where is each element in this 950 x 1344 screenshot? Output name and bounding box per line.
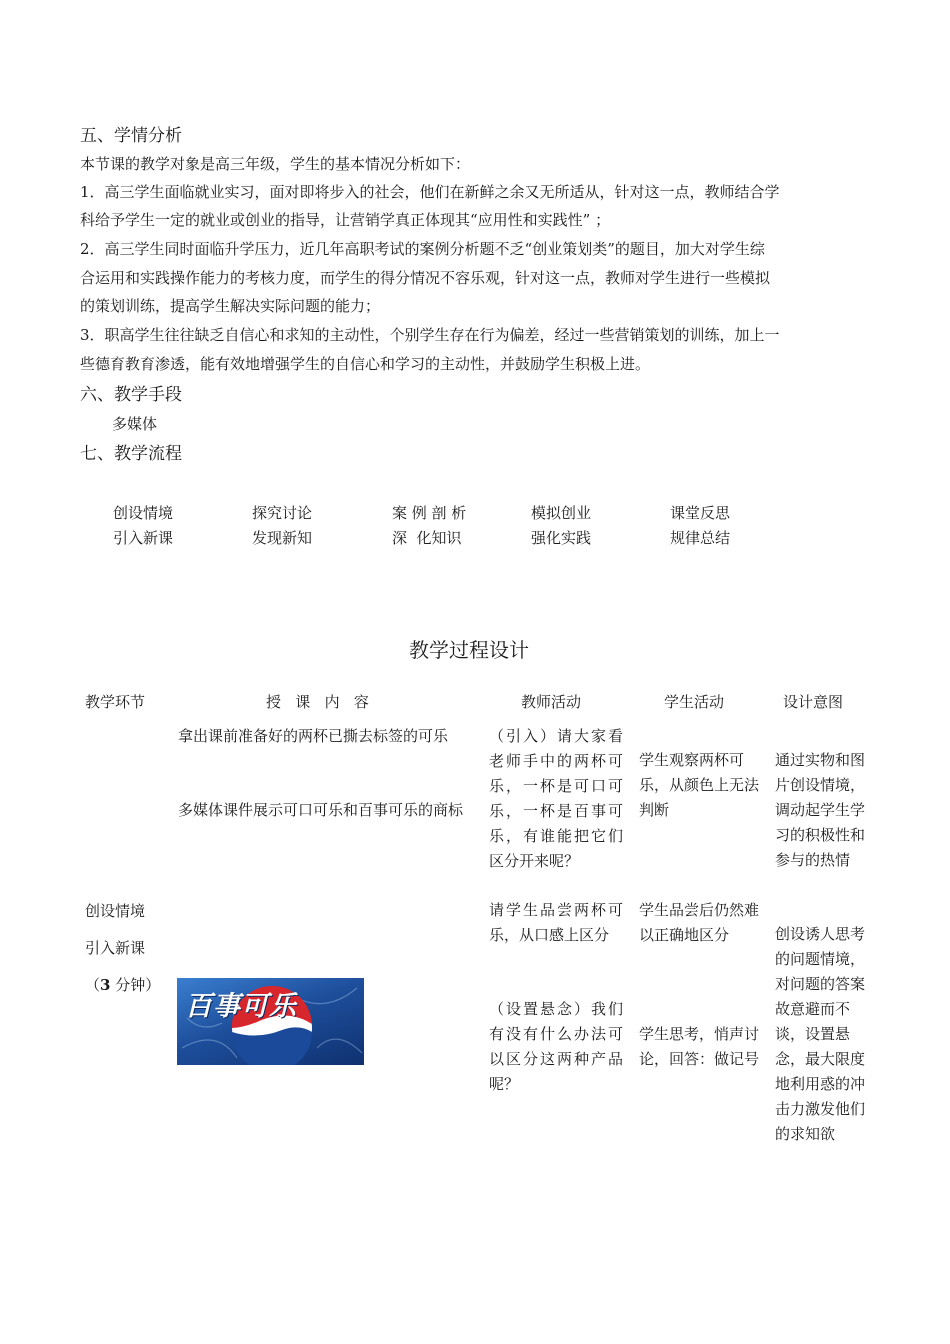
header-teacher: 教师活动 [521,693,582,711]
point-2-line-2: 合运用和实践操作能力的考核力度，而学生的得分情况不容乐观，针对这一点，教师对学生进行一些模拟 [80,269,771,287]
intent-cell-2: 创设诱人思考的问题情境，对问题的答案故意避而不谈，设置悬念，最大限度地利用惑的冲击力激发他们的求知欲 [775,925,866,1143]
design-title: 教学过程设计 [409,638,529,662]
flow-step-4-bottom: 强化实践 [531,529,592,547]
teacher-cell-3: （设置悬念）我们有没有什么办法可以区分这两种产品呢？ [489,1000,623,1093]
point-2-line-1: 2．高三学生同时面临升学压力，近几年高职考试的案例分析题不乏“创业策划类”的题目，加大对学生综 [80,240,765,258]
point-3-line-1: 3．职高学生往往缺乏自信心和求知的主动性，个别学生存在行为偏差，经过一些营销策划的训练，加上一 [80,326,780,344]
point-2-line-3: 的策划训练，提高学生解决实际问题的能力； [80,297,381,315]
flow-step-1-bottom: 引入新课 [113,529,174,547]
teacher-cell-1: （引入）请大家看老师手中的两杯可乐，一杯是可口可乐，一杯是百事可乐，有谁能把它们区分开来呢？ [489,727,623,870]
flow-step-4-top: 模拟创业 [531,504,592,522]
stage-line-2: 引入新课 [85,939,146,957]
section-7-heading: 七、教学流程 [80,444,182,464]
flow-step-3-bottom: 深 化知识 [392,529,462,547]
stage-line-1: 创设情境 [85,902,146,920]
flow-step-2-top: 探究讨论 [252,504,313,522]
stage-duration: （3 分钟） [85,976,161,994]
section-6-heading: 六、教学手段 [80,385,182,405]
header-content: 授 课 内 容 [266,693,369,711]
pepsi-logo-image [177,978,364,1065]
header-intent: 设计意图 [783,693,844,711]
teacher-cell-2: 请学生品尝两杯可乐，从口感上区分 [489,901,623,944]
student-cell-1: 学生观察两杯可乐，从颜色上无法判断 [639,751,760,819]
flow-step-5-bottom: 规律总结 [670,529,731,547]
flow-step-2-bottom: 发现新知 [252,529,313,547]
header-stage: 教学环节 [85,693,146,711]
header-student: 学生活动 [664,693,725,711]
point-3-line-2: 些德育教育渗透，能有效地增强学生的自信心和学习的主动性，并鼓励学生积极上进。 [80,355,651,373]
point-1-line-2: 科给予学生一定的就业或创业的指导，让营销学真正体现其“应用性和实践性” ； [80,211,611,229]
content-cell-1: 拿出课前准备好的两杯已撕去标签的可乐 [178,727,449,745]
student-cell-2: 学生品尝后仍然难以正确地区分 [639,901,760,944]
point-1-line-1: 1．高三学生面临就业实习，面对即将步入的社会，他们在新鲜之余又无所适从，针对这一点，教师结合学 [80,183,780,201]
content-cell-2: 多媒体课件展示可口可乐和百事可乐的商标 [178,801,464,819]
student-cell-3: 学生思考，悄声讨论，回答：做记号 [639,1025,760,1068]
section-5-intro: 本节课的教学对象是高三年级，学生的基本情况分析如下： [80,155,471,173]
section-5-heading: 五、学情分析 [80,126,182,146]
intent-cell-1: 通过实物和图片创设情境，调动起学生学习的积极性和参与的热情 [775,751,866,869]
flow-step-5-top: 课堂反思 [670,504,731,522]
pepsi-logo-text: 百事可乐 [185,991,297,1022]
flow-step-1-top: 创设情境 [113,504,174,522]
teaching-means: 多媒体 [112,415,158,433]
flow-step-3-top: 案 例 剖 析 [392,504,467,522]
